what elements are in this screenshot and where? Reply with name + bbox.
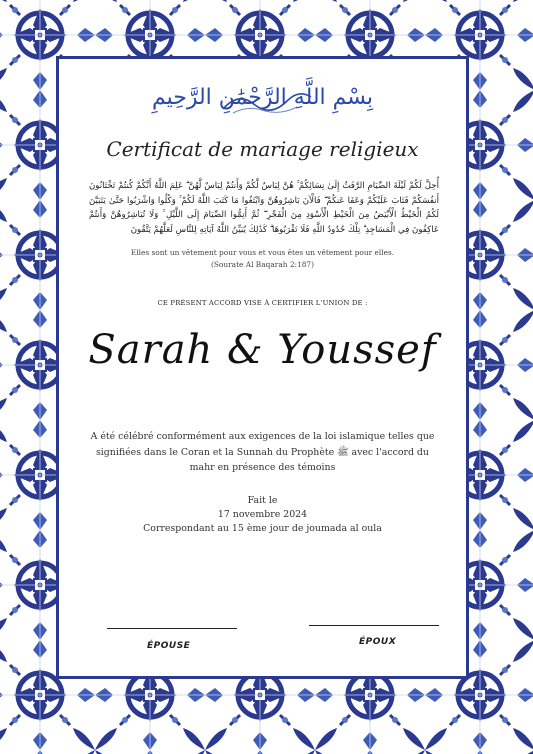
gregorian-date: 17 novembre 2024 (217, 509, 308, 520)
celebration-line-2: signifiées dans le Coran et la Sunnah du Prophète ﷺ avec l'accord du (96, 446, 429, 458)
celebration-line-1: A été célébré conformément aux exigences de la loi islamique telles que (90, 431, 435, 442)
epouse-signature-line (107, 628, 237, 629)
certificate-title: Certificat de mariage religieux (106, 137, 419, 161)
couple-names: Sarah & Youssef (88, 327, 437, 373)
celebration-text (83, 429, 442, 476)
accord-statement: CE PRÉSENT ACCORD VISE À CERTIFIER L'UNION DE : (157, 299, 368, 307)
epoux-label: ÉPOUX (359, 637, 397, 647)
epouse-label: ÉPOUSE (147, 641, 191, 651)
hijri-date: Correspondant au 15 ème jour de joumada al oula (143, 523, 382, 534)
celebration-line-3: mahr en présence des témoins (189, 462, 336, 473)
translation-text: Elles sont un vêtement pour vous et vous êtes un vêtement pour elles. (130, 248, 395, 257)
date-block (59, 494, 466, 536)
certificate-card (56, 56, 469, 679)
verse-translation (59, 247, 466, 270)
quran-verse-arabic: أُحِلَّ لَكُمْ لَيْلَةَ الصِّيَامِ الرَّفَثُ إِلَىٰ نِسَائِكُمْ ۚ هُنَّ لِبَاسٌ لَّكُمْ وَأَنتُمْ لِبَاسٌ لَّهُنَّ ۗ عَلِمَ اللَّهُ أَنَّكُمْ كُنتُمْ تَخْتَانُونَ أَنفُسَكُمْ فَتَابَ عَلَيْكُمْ وَعَفَا عَنكُمْ ۖ فَالْآنَ بَاشِرُوهُنَّ وَابْتَغُوا مَا كَتَبَ اللَّهُ لَكُمْ ۚ وَكُلُوا وَاشْرَبُوا حَتَّىٰ يَتَبَيَّنَ لَكُمُ الْخَيْطُ الْأَبْيَضُ مِنَ الْخَيْطِ الْأَسْوَدِ مِنَ الْفَجْرِ ۖ ثُمَّ أَتِمُّوا الصِّيَامَ إِلَى اللَّيْلِ ۚ وَلَا تُبَاشِرُوهُنَّ وَأَنتُمْ عَاكِفُونَ فِي الْمَسَاجِدِ ۗ تِلْكَ حُدُودُ اللَّهِ فَلَا تَقْرَبُوهَا ۗ كَذَٰلِكَ يُبَيِّنُ اللَّهُ آيَاتِهِ لِلنَّاسِ لَعَلَّهُمْ يَتَّقُونَ (89, 181, 439, 235)
epoux-signature-line (309, 625, 439, 626)
done-label: Fait le (247, 495, 278, 506)
verse-reference: (Sourate Al Baqarah 2:187) (210, 259, 315, 269)
bismillah-calligraphy: بِسْمِ اللَّهِ الرَّحْمَٰنِ الرَّحِيمِ (151, 85, 374, 110)
